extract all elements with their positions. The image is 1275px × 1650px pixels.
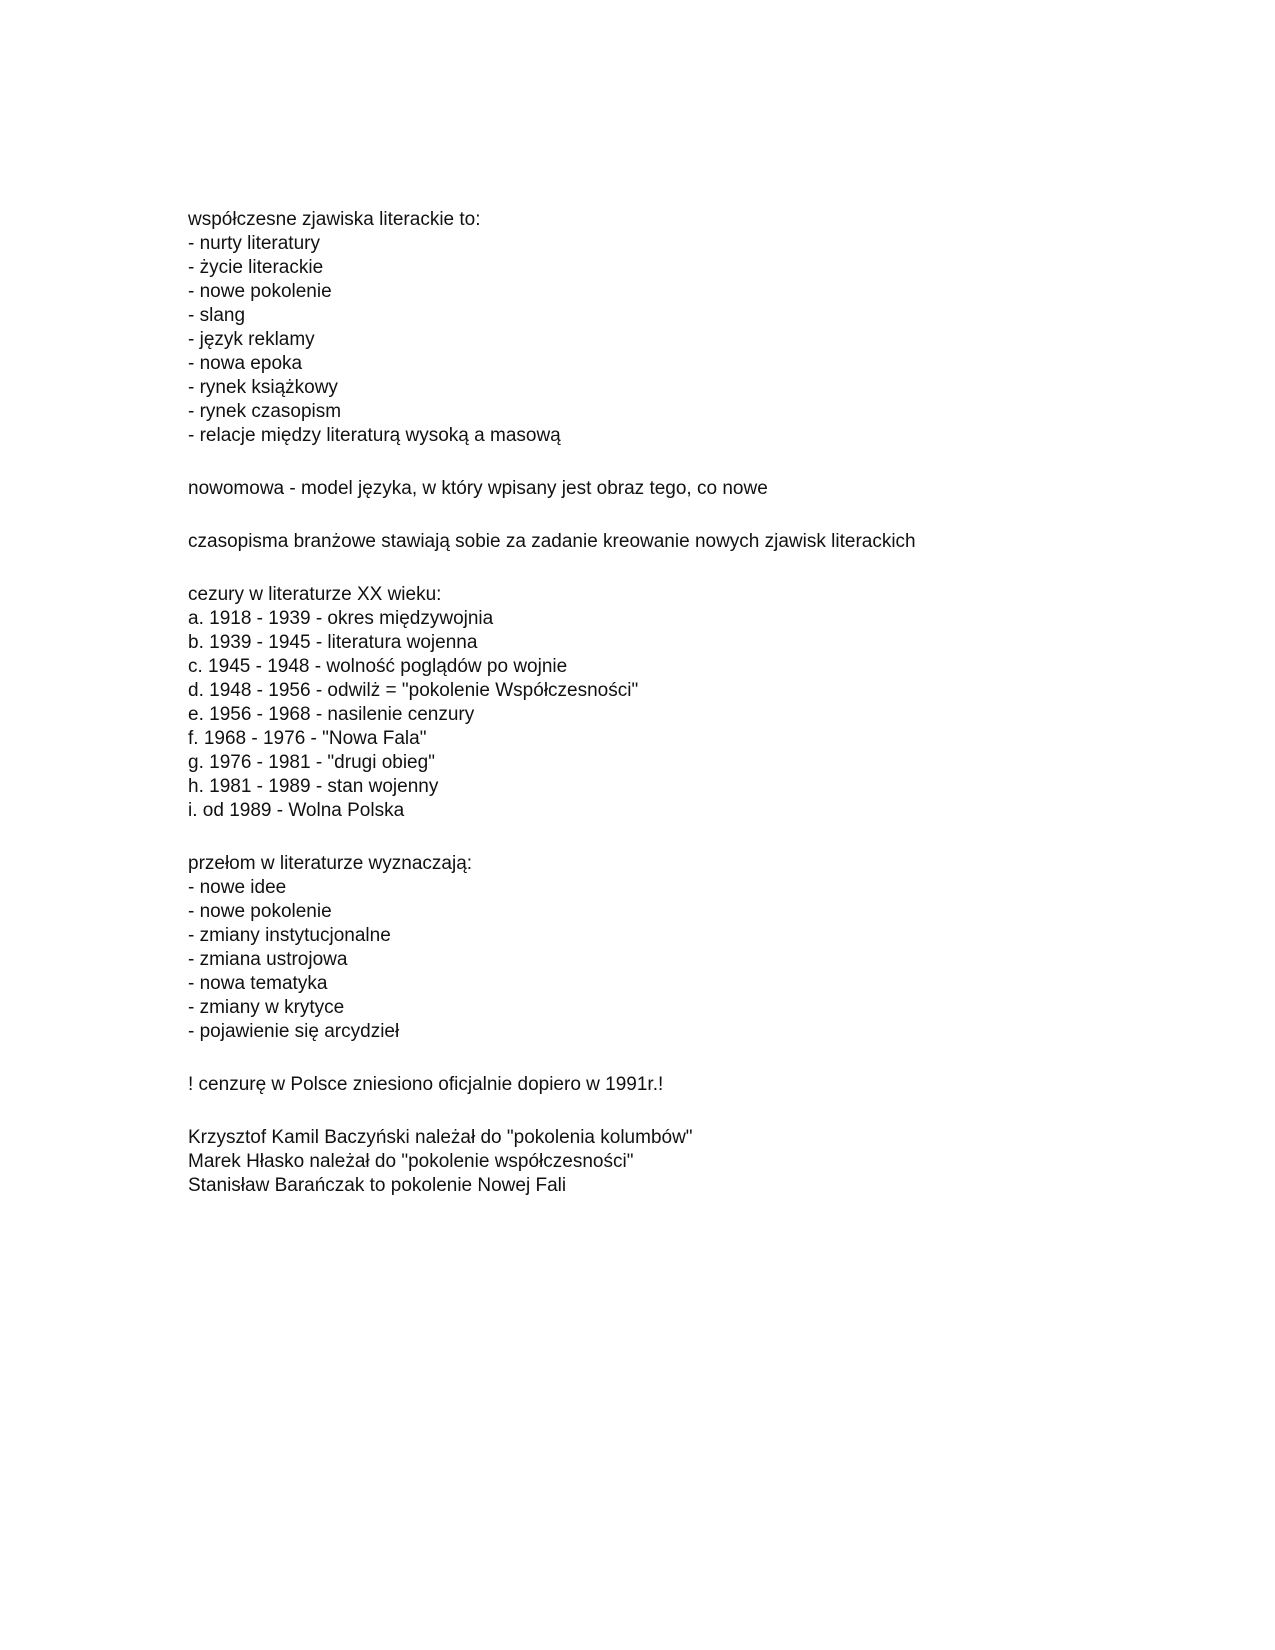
pokolenie-line: Marek Hłasko należał do "pokolenie współczesności" [188,1151,634,1172]
paragraph-spacer [188,1044,1188,1073]
paragraph-spacer [188,448,1188,477]
list-item: - nurty literatury [188,233,320,254]
paragraph-spacer [188,554,1188,583]
paragraph-spacer [188,1097,1188,1126]
section-heading: współczesne zjawiska literackie to: [188,209,481,230]
list-item: h. 1981 - 1989 - stan wojenny [188,776,439,797]
list-item: - nowe idee [188,877,287,898]
list-item: - rynek książkowy [188,377,338,398]
section-heading: przełom w literaturze wyznaczają: [188,853,473,874]
list-item: - zmiana ustrojowa [188,949,348,970]
list-item: g. 1976 - 1981 - "drugi obieg" [188,752,435,773]
list-item: d. 1948 - 1956 - odwilż = "pokolenie Współczesności" [188,680,639,701]
list-item: - pojawienie się arcydzieł [188,1021,400,1042]
list-item: i. od 1989 - Wolna Polska [188,800,405,821]
list-item: - język reklamy [188,329,315,350]
section-heading: cezury w literaturze XX wieku: [188,584,442,605]
cenzura-note: ! cenzurę w Polsce zniesiono oficjalnie dopiero w 1991r.! [188,1074,664,1095]
list-item: a. 1918 - 1939 - okres międzywojnia [188,608,494,629]
list-item: - życie literackie [188,257,324,278]
paragraph-spacer [188,501,1188,530]
list-item: - slang [188,305,246,326]
list-item: - rynek czasopism [188,401,342,422]
list-item: b. 1939 - 1945 - literatura wojenna [188,632,478,653]
document-body [188,208,1188,1198]
pokolenie-line: Krzysztof Kamil Baczyński należał do "pokolenia kolumbów" [188,1127,693,1148]
list-item: - nowe pokolenie [188,281,332,302]
list-item: - nowa tematyka [188,973,328,994]
nowomowa-paragraph: nowomowa - model języka, w który wpisany jest obraz tego, co nowe [188,478,768,499]
czasopisma-paragraph: czasopisma branżowe stawiają sobie za zadanie kreowanie nowych zjawisk literackich [188,531,916,552]
list-item: c. 1945 - 1948 - wolność poglądów po wojnie [188,656,568,677]
list-item: - zmiany instytucjonalne [188,925,391,946]
list-item: - nowa epoka [188,353,303,374]
list-item: - nowe pokolenie [188,901,332,922]
paragraph-spacer [188,823,1188,852]
list-item: - relacje między literaturą wysoką a masową [188,425,561,446]
pokolenie-line: Stanisław Barańczak to pokolenie Nowej Fali [188,1175,567,1196]
list-item: f. 1968 - 1976 - "Nowa Fala" [188,728,427,749]
list-item: e. 1956 - 1968 - nasilenie cenzury [188,704,475,725]
list-item: - zmiany w krytyce [188,997,345,1018]
